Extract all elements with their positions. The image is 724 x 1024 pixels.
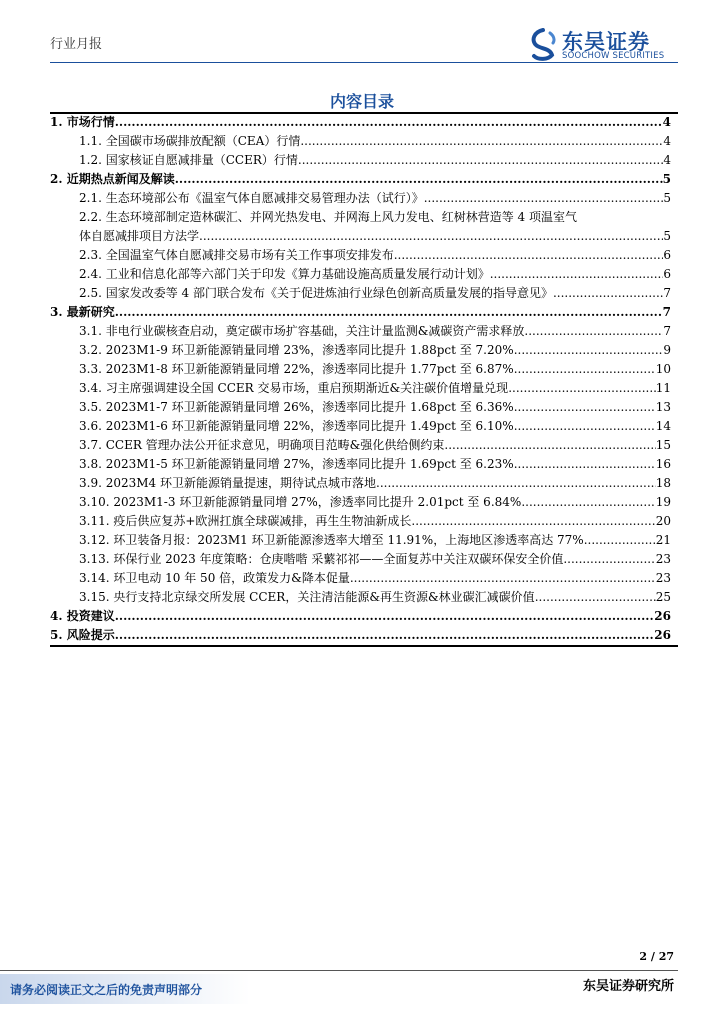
toc-entry[interactable]: 1. 市场行情 ..... 4 xyxy=(50,113,671,132)
toc-entry[interactable]: 3.7. CCER 管理办法公开征求意见，明确项目范畴&强化供给侧约束 ..... 15 xyxy=(50,436,671,455)
toc-entry[interactable]: 5. 风险提示 ..... 26 xyxy=(50,626,671,645)
toc-entry[interactable]: 4. 投资建议 ..... 26 xyxy=(50,607,671,626)
institute-name: 东吴证券研究所 xyxy=(582,979,674,994)
toc-entry[interactable]: 2.3. 全国温室气体自愿减排交易市场有关工作事项安排发布 ..... 6 xyxy=(50,246,671,265)
toc-entry-continued[interactable]: 体自愿减排项目方法学 ..... 5 xyxy=(50,227,671,246)
toc-entry[interactable]: 2. 近期热点新闻及解读 ..... 5 xyxy=(50,170,671,189)
toc-entry[interactable]: 3.13. 环保行业 2023 年度策略：仓庚喈喈 采蘩祁祁——全面复苏中关注双碳环保安全价值 ..... 23 xyxy=(50,550,671,569)
toc-entry[interactable]: 3.2. 2023M1-9 环卫新能源销量同增 23%，渗透率同比提升 1.88pct 至 7.20% ..... 9 xyxy=(50,341,671,360)
page-number: 2 / 27 xyxy=(639,950,674,963)
logo-english-name: SOOCHOW SECURITIES xyxy=(562,51,665,61)
toc-title: 内容目录 xyxy=(329,92,394,111)
toc-entry[interactable]: 3.15. 央行支持北京绿交所发展 CCER，关注清洁能源&再生资源&林业碳汇减碳价值 ..... 25 xyxy=(50,588,671,607)
toc-entry[interactable]: 1.2. 国家核证自愿减排量（CCER）行情 ..... 4 xyxy=(50,151,671,170)
toc-entry[interactable]: 3.10. 2023M1-3 环卫新能源销量同增 27%，渗透率同比提升 2.01pct 至 6.84% ..... 19 xyxy=(50,493,671,512)
toc-entry[interactable]: 3. 最新研究 ..... 7 xyxy=(50,303,671,322)
toc-entry[interactable]: 3.14. 环卫电动 10 年 50 倍，政策发力&降本促量 ..... 23 xyxy=(50,569,671,588)
logo-chinese-name: 东吴证券 xyxy=(562,30,650,54)
toc-entry[interactable]: 3.3. 2023M1-8 环卫新能源销量同增 22%，渗透率同比提升 1.77pct 至 6.87% ..... 10 xyxy=(50,360,671,379)
toc-bottom-rule xyxy=(50,645,678,647)
toc-entry[interactable]: 2.4. 工业和信息化部等六部门关于印发《算力基础设施高质量发展行动计划》 ..... 6 xyxy=(50,265,671,284)
header-divider xyxy=(50,62,678,63)
report-type-label: 行业月报 xyxy=(50,37,103,52)
table-of-contents xyxy=(50,113,671,645)
footer-divider xyxy=(0,970,678,971)
toc-entry[interactable]: 1.1. 全国碳市场碳排放配额（CEA）行情 ..... 4 xyxy=(50,132,671,151)
toc-entry[interactable]: 3.4. 习主席强调建设全国 CCER 交易市场，重启预期渐近&关注碳价值增量兑现 ..... 11 xyxy=(50,379,671,398)
toc-entry[interactable]: 3.11. 疫后供应复苏+欧洲扛旗全球碳减排，再生生物油新成长 ..... 20 xyxy=(50,512,671,531)
toc-entry[interactable]: 3.9. 2023M4 环卫新能源销量提速，期待试点城市落地 ..... 18 xyxy=(50,474,671,493)
toc-entry[interactable]: 2.5. 国家发改委等 4 部门联合发布《关于促进炼油行业绿色创新高质量发展的指导意见》 ..... 7 xyxy=(50,284,671,303)
soochow-logo-icon xyxy=(528,28,558,62)
toc-entry[interactable]: 3.12. 环卫装备月报：2023M1 环卫新能源渗透率大增至 11.91%，上海地区渗透率高达 77% ..... 21 xyxy=(50,531,671,550)
company-logo xyxy=(528,28,678,62)
toc-entry[interactable]: 2.1. 生态环境部公布《温室气体自愿减排交易管理办法（试行）》 ..... 5 xyxy=(50,189,671,208)
toc-entry[interactable]: 3.8. 2023M1-5 环卫新能源销量同增 27%，渗透率同比提升 1.69pct 至 6.23% ..... 16 xyxy=(50,455,671,474)
disclaimer-banner xyxy=(0,974,250,1004)
disclaimer-text: 请务必阅读正文之后的免责声明部分 xyxy=(10,983,203,997)
toc-entry[interactable]: 3.1. 非电行业碳核查启动，奠定碳市场扩容基础，关注计量监测&减碳资产需求释放 ..... 7 xyxy=(50,322,671,341)
toc-entry[interactable]: 3.5. 2023M1-7 环卫新能源销量同增 26%，渗透率同比提升 1.68pct 至 6.36% ..... 13 xyxy=(50,398,671,417)
toc-entry[interactable]: 3.6. 2023M1-6 环卫新能源销量同增 22%，渗透率同比提升 1.49pct 至 6.10% ..... 14 xyxy=(50,417,671,436)
toc-entry[interactable]: 2.2. 生态环境部制定造林碳汇、并网光热发电、并网海上风力发电、红树林营造等 4 项温室气 xyxy=(79,210,577,224)
